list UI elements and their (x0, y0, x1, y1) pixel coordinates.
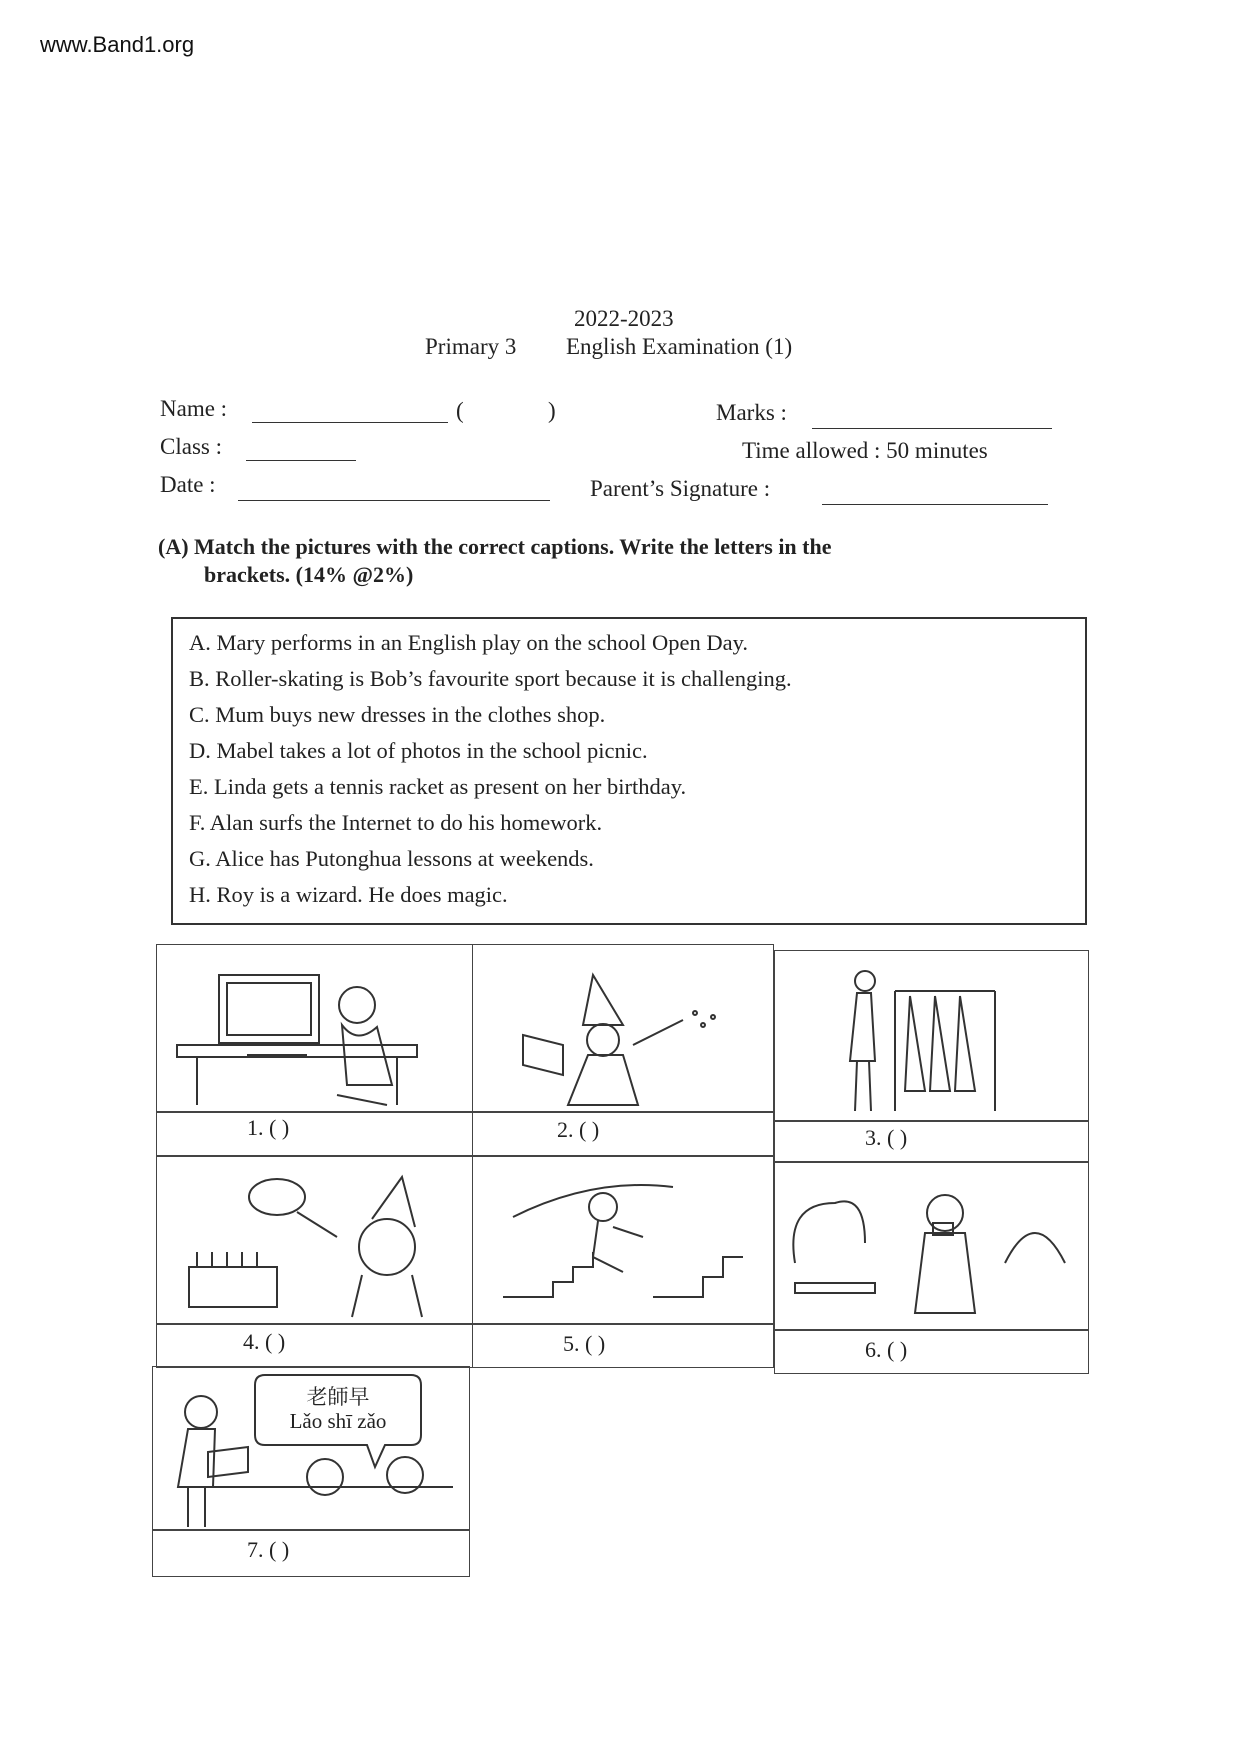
marks-label: Marks : (716, 400, 787, 425)
name-label: Name : (160, 396, 228, 421)
answer-6[interactable]: 6. ( ) (865, 1337, 908, 1362)
answer-4-row (156, 1324, 473, 1368)
grade: Primary 3 (425, 334, 517, 359)
answer-5[interactable]: 5. ( ) (563, 1331, 606, 1356)
class-field[interactable] (246, 436, 356, 461)
answer-5-row (472, 1324, 774, 1368)
answer-3[interactable]: 3. ( ) (865, 1125, 908, 1150)
section-a-instruction-2: brackets. (14% @2%) (204, 562, 414, 587)
school-year: 2022-2023 (574, 306, 674, 331)
class-number-open: ( (456, 398, 464, 423)
picture-5-skating (472, 1156, 774, 1324)
date-label: Date : (160, 472, 216, 497)
caption-e: E. Linda gets a tennis racket as present on her birthday. (189, 774, 687, 799)
watermark: www.Band1.org (40, 32, 195, 57)
skating-stairs-illustration (473, 1157, 775, 1325)
date-field[interactable] (238, 474, 550, 501)
speech-bubble-chinese: 老師早 (306, 1385, 370, 1409)
wizard-illustration (473, 945, 775, 1113)
captions-box (171, 617, 1087, 925)
name-field[interactable] (252, 398, 448, 423)
picture-6-photos (774, 1162, 1089, 1330)
birthday-racket-illustration (157, 1157, 474, 1325)
class-number-close: ) (548, 398, 556, 423)
picture-2-wizard (472, 944, 774, 1112)
exam-title: English Examination (1) (566, 334, 793, 359)
answer-3-row (774, 1120, 1089, 1162)
signature-label: Parent’s Signature : (590, 476, 771, 501)
time-allowed: Time allowed : 50 minutes (742, 438, 988, 463)
section-a-instruction: (A) Match the pictures with the correct captions. Write the letters in the (158, 534, 832, 559)
caption-a: A. Mary performs in an English play on the school Open Day. (189, 630, 749, 655)
picture-1-computer (156, 944, 473, 1112)
caption-b: B. Roller-skating is Bob’s favourite sport because it is challenging. (189, 666, 792, 691)
caption-h: H. Roy is a wizard. He does magic. (189, 882, 508, 907)
caption-f: F. Alan surfs the Internet to do his homework. (189, 810, 603, 835)
caption-c: C. Mum buys new dresses in the clothes shop. (189, 702, 606, 727)
answer-4[interactable]: 4. ( ) (243, 1329, 286, 1354)
picture-3-clothes-shop (774, 950, 1089, 1122)
answer-2[interactable]: 2. ( ) (557, 1117, 600, 1142)
picnic-photo-illustration (775, 1163, 1090, 1331)
boy-computer-illustration (157, 945, 474, 1113)
signature-field[interactable] (822, 478, 1048, 505)
marks-field[interactable] (812, 402, 1052, 429)
answer-7[interactable]: 7. ( ) (247, 1537, 290, 1562)
caption-g: G. Alice has Putonghua lessons at weekends. (189, 846, 594, 871)
clothes-shop-illustration (775, 951, 1090, 1123)
answer-6-row (774, 1330, 1089, 1374)
picture-7-putonghua (152, 1366, 470, 1530)
caption-d: D. Mabel takes a lot of photos in the school picnic. (189, 738, 648, 763)
answer-1-row (156, 1112, 473, 1156)
speech-bubble-pinyin: Lǎo shī zǎo (289, 1409, 387, 1433)
answer-7-row (152, 1530, 470, 1577)
class-label: Class : (160, 434, 222, 459)
answer-1[interactable]: 1. ( ) (247, 1115, 290, 1140)
picture-4-birthday (156, 1156, 473, 1324)
answer-2-row (472, 1112, 774, 1156)
